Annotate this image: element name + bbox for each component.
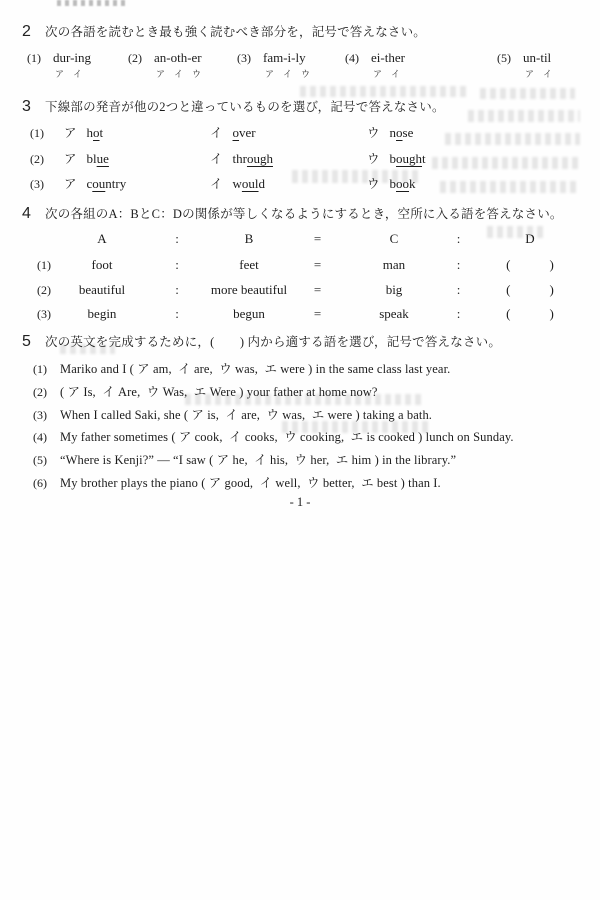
item-number: (1): [37, 258, 51, 272]
word-underlined: ue: [96, 150, 109, 166]
sentence-text: ( ア Is, イ Are, ウ Was, エ Were ) your father at home now?: [60, 384, 378, 399]
stress-item-4: [345, 50, 405, 80]
word-underlined: o: [93, 125, 100, 140]
word-b: begun: [233, 306, 265, 321]
word-pre: n: [389, 125, 397, 140]
stress-item-2: [128, 50, 202, 80]
question-3-instruction: 下線部の発音が他の2つと違っているものを選び，記号で答えなさい。: [45, 100, 445, 114]
word-underlined: ough: [246, 150, 273, 166]
item-number: (1): [30, 126, 44, 140]
item-number: (5): [497, 51, 511, 65]
question-4-section: [22, 206, 584, 328]
word-b: more beautiful: [210, 281, 288, 297]
stress-item-5: [497, 50, 552, 80]
question-2-number: 2: [22, 23, 31, 40]
bleed-through-artifact: [480, 88, 575, 99]
col-b-label: B: [244, 231, 254, 246]
option-a: [64, 174, 210, 192]
item-number: (2): [128, 51, 142, 65]
option-i: [210, 123, 367, 141]
syllable-choice-marks: ア イ: [55, 69, 83, 79]
pronunciation-row-2: [22, 149, 584, 175]
colon-separator: :: [175, 257, 179, 272]
word-underlined: oul: [241, 176, 259, 191]
colon-separator: :: [456, 281, 461, 297]
word-pre: c: [86, 176, 93, 191]
stress-item-3: [237, 50, 310, 80]
analogy-row-2: [22, 279, 584, 304]
option-i: [210, 149, 367, 167]
kana-label: イ: [210, 126, 223, 140]
option-a: [64, 123, 210, 141]
question-3-number: 3: [22, 98, 31, 115]
question-4-number: 4: [22, 205, 31, 222]
item-number: (4): [345, 51, 359, 65]
question-4-instruction: 次の各組のA：BとC：Dの関係が等しくなるようにするとき，空所に入る語を答えなさい。: [45, 207, 563, 221]
word-post: ntry: [105, 176, 127, 191]
word-c: man: [382, 257, 406, 272]
colon-separator: :: [175, 231, 179, 246]
syllable-word: dur-ing: [53, 50, 92, 65]
sentence-text: My father sometimes ( ア cook, イ cooks, ウ cooking, エ is cooked ) lunch on Sunday.: [60, 430, 514, 445]
item-number: (2): [37, 282, 51, 297]
word-post: k: [409, 176, 416, 191]
item-number: (4): [33, 430, 47, 445]
word-a: foot: [91, 257, 113, 272]
stress-items-row: [22, 50, 584, 88]
item-number: (3): [237, 51, 251, 65]
equals-sign: =: [313, 231, 322, 246]
word-underlined: o: [396, 125, 403, 140]
word-pre: thr: [232, 150, 247, 166]
kana-label: ウ: [367, 126, 380, 140]
question-2-instruction: 次の各語を読むとき最も強く読むべき部分を，記号で答えなさい。: [45, 25, 427, 39]
answer-blank: ( ): [506, 257, 554, 272]
sentence-text: When I called Saki, she ( ア is, イ are, ウ was, エ were ) taking a bath.: [60, 407, 433, 422]
word-underlined: ou: [92, 176, 106, 191]
word-pre: bl: [86, 150, 97, 166]
stress-item-1: [27, 50, 91, 80]
kana-label: ア: [64, 126, 77, 140]
kana-label: ウ: [367, 177, 380, 191]
question-5-section: [22, 334, 584, 496]
sentence-item-1: [22, 359, 584, 382]
option-u: [367, 174, 584, 192]
option-i: [210, 174, 367, 192]
question-3-section: [22, 99, 584, 200]
sentence-item-6: [22, 473, 584, 496]
word-post: t: [422, 150, 426, 166]
colon-separator: :: [175, 281, 179, 297]
col-c-label: C: [389, 231, 399, 246]
answer-blank: ( ): [506, 281, 554, 297]
pronunciation-rows: [22, 123, 584, 200]
pronunciation-row-3: [22, 174, 584, 200]
analogy-table: [22, 231, 584, 328]
word-underlined: o: [232, 125, 240, 140]
word-post: se: [402, 125, 414, 140]
word-pre: h: [86, 125, 94, 140]
word-underlined: ough: [396, 150, 423, 166]
word-pre: b: [389, 150, 397, 166]
word-a: begin: [87, 306, 117, 321]
word-post: ver: [239, 125, 256, 140]
syllable-choice-marks: ア イ ウ: [156, 69, 202, 79]
question-5-instruction: 次の英文を完成するために，( ) 内から適する語を選び，記号で答えなさい。: [45, 335, 502, 349]
item-number: (3): [30, 177, 44, 191]
kana-label: ア: [64, 177, 77, 191]
col-a-label: A: [97, 231, 107, 246]
word-underlined: oo: [396, 176, 410, 191]
option-u: [367, 149, 584, 167]
equals-sign: =: [313, 306, 322, 321]
item-number: (2): [30, 151, 44, 166]
colon-separator: :: [456, 231, 461, 246]
item-number: (3): [37, 307, 51, 321]
word-pre: w: [232, 176, 242, 191]
item-number: (1): [33, 362, 47, 376]
item-number: (3): [33, 407, 47, 422]
syllable-choice-marks: ア イ: [373, 69, 401, 79]
colon-separator: :: [175, 306, 179, 321]
sentence-item-3: [22, 405, 584, 428]
item-number: (2): [33, 384, 47, 399]
colon-separator: :: [456, 257, 461, 272]
analogy-row-1: [22, 254, 584, 279]
question-5-number: 5: [22, 333, 31, 350]
sentence-text: Mariko and I ( ア am, イ are, ウ was, エ were ) in the same class last year.: [60, 362, 451, 376]
word-a: beautiful: [78, 281, 126, 297]
equals-sign: =: [313, 281, 322, 297]
col-d-label: D: [525, 231, 535, 246]
word-post: d: [258, 176, 266, 191]
syllable-word: an-oth-er: [154, 50, 202, 65]
equals-sign: =: [313, 257, 322, 272]
syllable-word: un-til: [523, 50, 552, 65]
kana-label: ア: [64, 151, 77, 166]
sentence-item-4: [22, 427, 584, 450]
word-c: big: [385, 281, 403, 297]
word-b: feet: [239, 257, 259, 272]
item-number: (5): [33, 453, 47, 468]
kana-label: イ: [210, 151, 223, 166]
kana-label: イ: [210, 177, 223, 191]
item-number: (1): [27, 51, 41, 65]
analogy-header-row: [22, 231, 584, 254]
answer-blank: ( ): [506, 306, 554, 321]
question-2-section: [22, 24, 584, 88]
analogy-row-3: [22, 303, 584, 328]
pronunciation-row-1: [22, 123, 584, 149]
sentence-text: My brother plays the piano ( ア good, イ well, ウ better, エ best ) than I.: [60, 475, 441, 490]
colon-separator: :: [456, 306, 461, 321]
word-post: t: [99, 125, 104, 140]
sentence-item-5: [22, 450, 584, 473]
syllable-word: fam-i-ly: [263, 50, 306, 65]
item-number: (6): [33, 475, 47, 490]
sentence-text: “Where is Kenji?” — “I saw ( ア he, イ his, ウ her, エ him ) in the library.”: [60, 453, 457, 468]
page-number: - 1 -: [289, 495, 311, 509]
syllable-choice-marks: ア イ: [525, 69, 553, 79]
syllable-choice-marks: ア イ ウ: [265, 69, 311, 79]
option-u: [367, 123, 584, 141]
kana-label: ウ: [367, 151, 380, 166]
word-c: speak: [379, 306, 409, 321]
cropped-text-artifact: [57, 0, 129, 6]
syllable-word: ei-ther: [371, 50, 405, 65]
sentence-item-2: [22, 382, 584, 405]
sentence-items: [22, 359, 584, 496]
word-pre: b: [389, 176, 397, 191]
option-a: [64, 149, 210, 167]
